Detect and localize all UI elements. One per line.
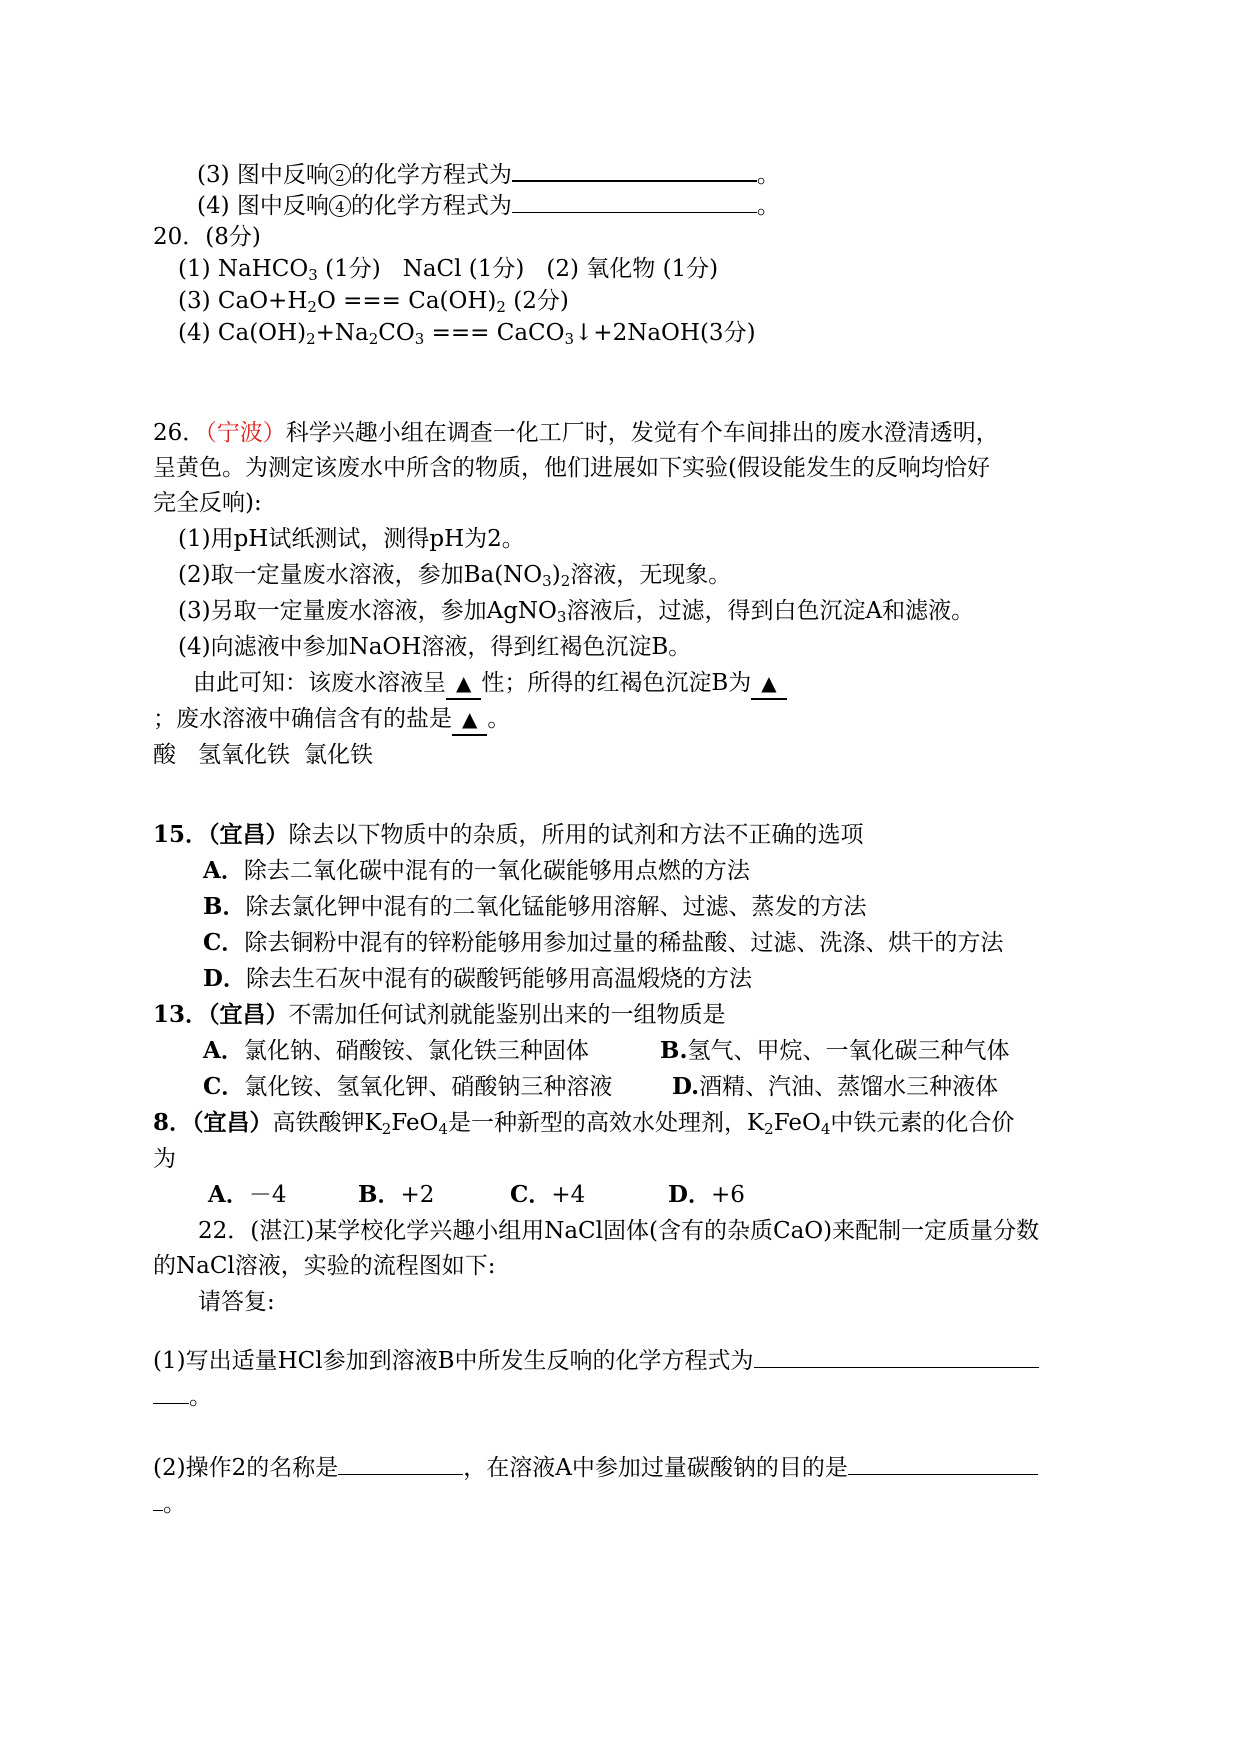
q8-option-c[interactable]: C．+4 bbox=[510, 1181, 586, 1208]
q19-line-4: (4) 图中反响 4 的化学方程式为 。 bbox=[197, 190, 780, 221]
q19-line-3: (3) 图中反响 2 的化学方程式为 。 bbox=[197, 158, 780, 190]
q26-step-3: (3)另取一定量废水溶液，参加AgNO$_3$溶液后，过滤，得到白色沉淀A和滤液。 bbox=[178, 598, 975, 626]
q22-part-2: (2)操作2的名称是 ，在溶液A中参加过量碳酸钠的目的是 bbox=[153, 1452, 1038, 1483]
q8-option-b[interactable]: B．+2 bbox=[358, 1181, 435, 1208]
q20-heading: 20．(8分) bbox=[153, 224, 261, 250]
q20-answer-1-2: (1) NaHCO$_3$ (1分) NaCl (1分) (2) 氧化物 (1分) bbox=[178, 256, 719, 284]
q26-conclusion-2: ；废水溶液中确信含有的盐是 ▲ 。 bbox=[153, 704, 510, 736]
q8-stem: 8．（宜昌）高铁酸钾$K_2FeO_4$是一种新型的高效水处理剂，$K_2FeO_4$中铁元素的化合价 bbox=[153, 1109, 1015, 1138]
question-source: （宜昌） bbox=[208, 821, 289, 848]
q26-step-1: (1)用pH试纸测试，测得pH为2。 bbox=[178, 526, 525, 552]
answer-blank[interactable] bbox=[754, 1345, 1039, 1368]
answer-blank[interactable] bbox=[848, 1452, 1038, 1475]
q22-part-1-cont: 。 bbox=[153, 1381, 212, 1412]
circled-number: 2 bbox=[329, 164, 351, 186]
q22-line-2: 的NaCl溶液，实验的流程图如下: bbox=[153, 1253, 496, 1279]
q26-line-3: 完全反响): bbox=[153, 490, 262, 516]
q8-option-a[interactable]: A．－4 bbox=[208, 1181, 287, 1208]
answer-blank[interactable] bbox=[512, 190, 757, 213]
q13-option-b[interactable]: B.氢气、甲烷、一氧化碳三种气体 bbox=[660, 1037, 1010, 1064]
q8-stem-line-2: 为 bbox=[153, 1146, 176, 1172]
q8-option-d[interactable]: D．+6 bbox=[668, 1181, 745, 1208]
q26-line-1: 26．（宁波）科学兴趣小组在调查一化工厂时，发觉有个车间排出的废水澄清透明， bbox=[153, 420, 999, 446]
q15-option-a[interactable]: A．除去二氧化碳中混有的一氧化碳能够用点燃的方法 bbox=[203, 857, 750, 884]
q15-option-c[interactable]: C．除去铜粉中混有的锌粉能够用参加过量的稀盐酸、过滤、洗涤、烘干的方法 bbox=[203, 929, 1004, 956]
q22-line-1: 22．(湛江)某学校化学兴趣小组用NaCl固体(含有的杂质CaO)来配制一定质量分数 bbox=[198, 1218, 1040, 1244]
question-source: （宁波） bbox=[205, 420, 286, 446]
q26-answers: 酸 氢氧化铁 氯化铁 bbox=[153, 742, 373, 768]
triangle-blank[interactable]: ▲ bbox=[751, 668, 786, 700]
triangle-blank[interactable]: ▲ bbox=[452, 704, 487, 736]
answer-blank[interactable] bbox=[512, 158, 757, 182]
q13-option-a[interactable]: A．氯化钠、硝酸铵、氯化铁三种固体 bbox=[203, 1037, 589, 1064]
q15-option-d[interactable]: D．除去生石灰中混有的碳酸钙能够用高温煅烧的方法 bbox=[203, 965, 752, 992]
q26-step-4: (4)向滤液中参加NaOH溶液，得到红褐色沉淀B。 bbox=[178, 634, 692, 660]
triangle-blank[interactable]: ▲ bbox=[446, 668, 481, 700]
q15-stem: 15．（宜昌）除去以下物质中的杂质，所用的试剂和方法不正确的选项 bbox=[153, 821, 864, 848]
q26-conclusion-1: 由此可知：该废水溶液呈 ▲ 性；所得的红褐色沉淀B为 ▲ bbox=[193, 668, 787, 700]
answer-blank[interactable] bbox=[338, 1452, 463, 1475]
q22-part-2-cont: 。 bbox=[153, 1488, 186, 1519]
question-source: （宜昌） bbox=[192, 1109, 273, 1136]
q22-part-1: (1)写出适量HCl参加到溶液B中所发生反响的化学方程式为 bbox=[153, 1345, 1039, 1376]
q26-step-2: (2)取一定量废水溶液，参加$Ba(NO_3)_2$溶液，无现象。 bbox=[178, 562, 732, 590]
q26-line-2: 呈黄色。为测定该废水中所含的物质，他们进展如下实验(假设能发生的反响均恰好 bbox=[153, 455, 990, 481]
q20-answer-3: (3) $CaO+H_2O$ === $Ca(OH)_2$ (2分) bbox=[178, 288, 569, 316]
q20-answer-4: (4) $Ca(OH)_2+Na_2CO_3$ === CaCO$_3$↓+2NaOH(3分) bbox=[178, 320, 756, 348]
q22-line-3: 请答复: bbox=[198, 1289, 275, 1315]
q15-option-b[interactable]: B．除去氯化钾中混有的二氧化锰能够用溶解、过滤、蒸发的方法 bbox=[203, 893, 867, 920]
question-source: （宜昌） bbox=[208, 1001, 289, 1028]
q13-option-d[interactable]: D.酒精、汽油、蒸馏水三种液体 bbox=[672, 1073, 999, 1100]
answer-blank[interactable] bbox=[153, 1488, 163, 1511]
circled-number: 4 bbox=[329, 195, 351, 217]
q13-stem: 13．（宜昌）不需加任何试剂就能鉴别出来的一组物质是 bbox=[153, 1001, 726, 1028]
q13-option-c[interactable]: C．氯化铵、氢氧化钾、硝酸钠三种溶液 bbox=[203, 1073, 613, 1100]
answer-blank[interactable] bbox=[153, 1381, 189, 1404]
